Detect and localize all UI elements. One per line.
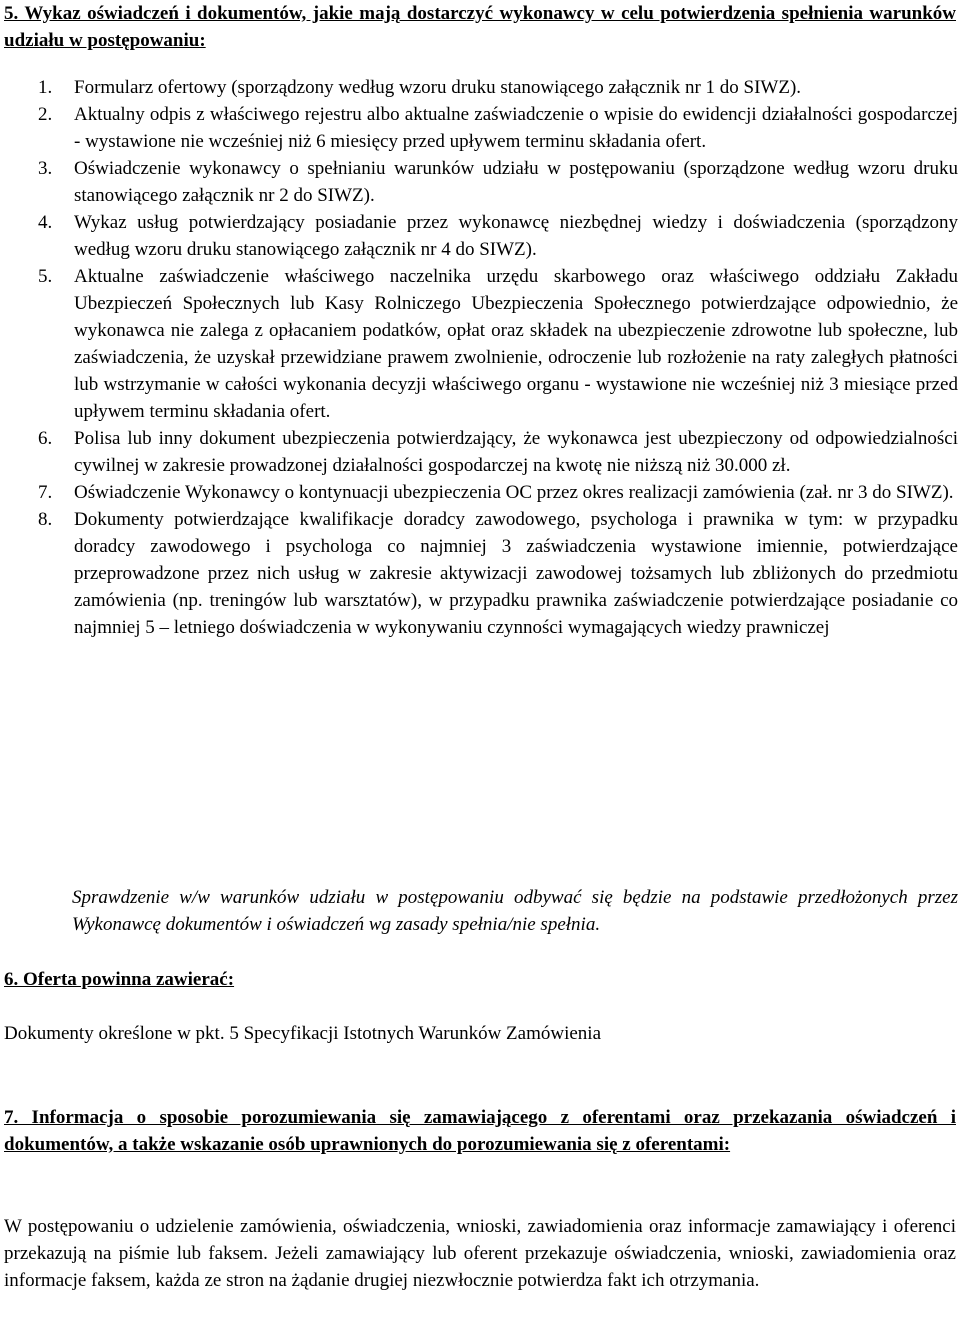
list-item-number: 3. — [38, 158, 53, 179]
list-item-text: Formularz ofertowy (sporządzony według wzoru druku stanowiącego załącznik nr 1 do SIWZ). — [74, 77, 802, 98]
list-item-number: 2. — [38, 104, 53, 125]
list-item-text: Aktualne zaświadczenie właściwego naczelnika urzędu skarbowego oraz właściwego oddziału Zakładu Ubezpieczeń Społecznych lub Kasy Rolniczego Ubezpieczenia Społecznego potwierdzające odpowiednio, że wykonawca nie zalega z opłacaniem podatków, opłat oraz składek na ubezpieczenie zdrowotne lub społeczne, lub zaświadczenia, że uzyskał przewidziane prawem zwolnienie, odroczenie lub rozłożenie na raty zaległych płatności lub wstrzymanie w całości wykonania decyzji właściwego organu - wystawione nie wcześniej niż 3 miesiące przed upływem terminu składania ofert. — [74, 266, 958, 422]
list-item — [38, 425, 958, 479]
list-item — [38, 506, 958, 641]
list-item-text: Wykaz usług potwierdzający posiadanie przez wykonawcę niezbędnej wiedzy i doświadczenia (sporządzony według wzoru druku stanowiącego załącznik nr 4 do SIWZ). — [74, 212, 958, 260]
list-item-text: Oświadczenie Wykonawcy o kontynuacji ubezpieczenia OC przez okres realizacji zamówienia (zał. nr 3 do SIWZ). — [74, 482, 954, 503]
list-item — [38, 479, 958, 506]
list-item-number: 6. — [38, 428, 53, 449]
list-item-text: Oświadczenie wykonawcy o spełnianiu warunków udziału w postępowaniu (sporządzone według wzoru druku stanowiącego załącznik nr 2 do SIWZ). — [74, 158, 958, 206]
list-item-text: Aktualny odpis z właściwego rejestru albo aktualne zaświadczenie o wpisie do ewidencji działalności gospodarczej - wystawione nie wcześniej niż 6 miesięcy przed upływem terminu składania ofert. — [74, 104, 958, 152]
section-7-text: W postępowaniu o udzielenie zamówienia, oświadczenia, wnioski, zawiadomienia oraz informacje zamawiający i oferenci przekazują na piśmie lub faksem. Jeżeli zamawiający lub oferent przekazuje oświadczenia, wnioski, zawiadomienia oraz informacje faksem, każda ze stron na żądanie drugiej niezwłocznie potwierdza fakt ich otrzymania. — [4, 1216, 956, 1291]
section-6-heading: 6. Oferta powinna zawierać: — [4, 969, 235, 990]
list-item — [38, 263, 958, 425]
section-6-text: Dokumenty określone w pkt. 5 Specyfikacji Istotnych Warunków Zamówienia — [4, 1023, 602, 1044]
list-item — [38, 155, 958, 209]
list-item — [38, 74, 958, 101]
verification-note: Sprawdzenie w/w warunków udziału w postępowaniu odbywać się będzie na podstawie przedłożonych przez Wykonawcę dokumentów i oświadczeń wg zasady spełnia/nie spełnia. — [72, 887, 958, 935]
list-item-number: 8. — [38, 509, 53, 530]
section-5-heading: 5. Wykaz oświadczeń i dokumentów, jakie mają dostarczyć wykonawcy w celu potwierdzenia spełnienia warunków udziału w postępowaniu: — [4, 3, 956, 51]
list-item-text: Dokumenty potwierdzające kwalifikacje doradcy zawodowego, psychologa i prawnika w tym: w przypadku doradcy zawodowego i psychologa co najmniej 3 zaświadczenia wystawione imiennie, potwierdzające przeprowadzone przez nich usług w zakresie aktywizacji zawodowej tożsamych lub zbliżonych do przedmiotu zamówienia (np. treningów lub warsztatów), w przypadku prawnika zaświadczenie potwierdzające posiadanie co najmniej 5 – letniego doświadczenia w wykonywaniu czynności wymagających wiedzy prawniczej — [74, 509, 958, 638]
list-item-text: Polisa lub inny dokument ubezpieczenia potwierdzający, że wykonawca jest ubezpieczony od odpowiedzialności cywilnej w zakresie prowadzonej działalności gospodarczej na kwotę nie niższą niż 30.000 zł. — [74, 428, 958, 476]
list-item-number: 4. — [38, 212, 53, 233]
section-7-heading: 7. Informacja o sposobie porozumiewania się zamawiającego z oferentami oraz przekazania oświadczeń i dokumentów, a także wskazanie osób uprawnionych do porozumiewania się z oferentami: — [4, 1107, 956, 1155]
list-item — [38, 101, 958, 155]
list-item-number: 7. — [38, 482, 53, 503]
list-item-number: 1. — [38, 77, 53, 98]
list-item — [38, 209, 958, 263]
list-item-number: 5. — [38, 266, 53, 287]
requirements-list — [38, 74, 958, 641]
